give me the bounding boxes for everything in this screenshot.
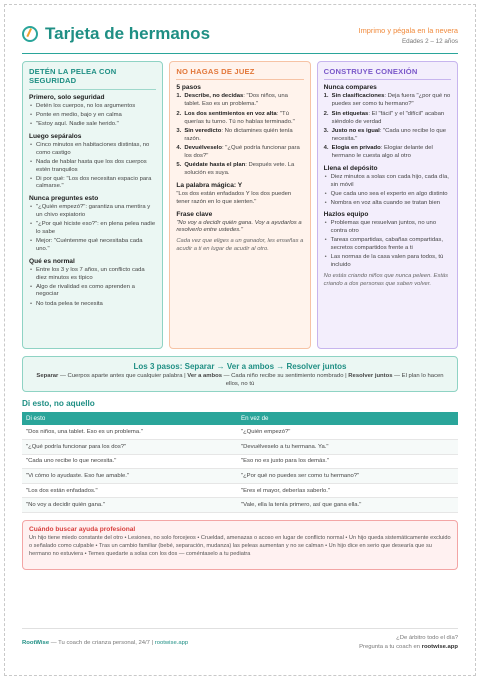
list-item: 2. Sin etiquetas: El "fácil" y el "difícil" acaban siéndolo de verdad bbox=[323, 110, 445, 125]
table-row bbox=[22, 425, 458, 440]
footer bbox=[22, 632, 458, 651]
list-item: • Problemas que resuelvan juntos, no uno contra otro bbox=[324, 220, 451, 236]
column-heading: DETÉN LA PELEA CON SEGURIDAD bbox=[29, 67, 156, 90]
list-item: • "¿Por qué hiciste eso?": en plena pelea nadie lo sabe bbox=[29, 221, 156, 237]
bullet-list bbox=[324, 174, 451, 208]
table-header-row bbox=[22, 412, 458, 425]
column-build-connection bbox=[317, 61, 458, 349]
list-item: 3. Sin veredicto: No dictamines quién tenía razón. bbox=[176, 127, 293, 142]
list-item: • Que cada uno sea el experto en algo distinto bbox=[324, 191, 451, 199]
list-item: • Algo de rivalidad es como aprenden a negociar bbox=[29, 284, 156, 300]
table-row bbox=[22, 469, 458, 484]
section-heading: 5 pasos bbox=[176, 84, 201, 92]
professional-help-box bbox=[22, 520, 458, 570]
list-item: • Ponte en medio, bajo y en calma bbox=[29, 112, 156, 120]
section-heading: Nunca compares bbox=[323, 84, 377, 92]
table-row bbox=[22, 440, 458, 455]
table-cell: "Vale, ella la tenía primero, así que gana ella." bbox=[237, 498, 458, 513]
section-heading: Luego sepáralos bbox=[29, 132, 82, 140]
header-info bbox=[359, 24, 458, 45]
note: No estás criando niños que nunca peleen. Estás criando a dos personas que saben volver. bbox=[323, 272, 449, 287]
table-cell: "Los dos están enfadados." bbox=[22, 483, 237, 498]
footer-link[interactable]: rootwise.app bbox=[154, 640, 189, 646]
list-item: • Nada de hablar hasta que los dos cuerpos estén tranquilos bbox=[29, 159, 156, 175]
column-header: En vez de bbox=[237, 412, 458, 425]
section-heading: Primero, solo seguridad bbox=[29, 93, 105, 101]
list-item: 5. Quédate hasta el plan: Después vete. La solución es suya. bbox=[176, 162, 295, 177]
table-cell: "Devuélveselo a tu hermana. Ya." bbox=[237, 440, 458, 455]
list-item: • Detén los cuerpos, no los argumentos bbox=[29, 103, 156, 111]
list-item: • Diez minutos a solas con cada hijo, cada día, sin móvil bbox=[324, 174, 451, 190]
list-item: 3. Justo no es igual: "Cada uno recibe lo que necesita." bbox=[323, 127, 447, 142]
list-item: 1. Sin clasificaciones: Deja fuera "¿por qué no puedes ser como tu hermano?" bbox=[323, 93, 451, 108]
table-cell: "Cada uno recibe lo que necesita." bbox=[22, 454, 237, 469]
table-cell: "¿Qué podría funcionar para los dos?" bbox=[22, 440, 237, 455]
list-item: • Nombra en voz alta cuando se tratan bien bbox=[324, 200, 451, 208]
list-item: 1. Describe, no decidas: "Dos niños, una tablet. Eso es un problema." bbox=[176, 93, 288, 108]
section-heading: Qué es normal bbox=[29, 257, 75, 265]
key-phrase: "No voy a decidir quién gana. Voy a ayudarlos a resolverlo entre ustedes." bbox=[176, 219, 302, 234]
bullet-list bbox=[29, 267, 156, 309]
header-divider bbox=[22, 53, 458, 54]
column-no-judge bbox=[169, 61, 310, 349]
magic-word-text: "Los dos están enfadados Y los dos pueden tener razón en lo que sienten." bbox=[176, 190, 292, 205]
list-item: • Di por qué: "Los dos necesitan espacio para calmarse." bbox=[29, 176, 156, 192]
warning-title: Cuándo buscar ayuda profesional bbox=[29, 526, 136, 534]
column-heading: NO HAGAS DE JUEZ bbox=[176, 67, 303, 80]
list-item: 4. Elogia en privado: Elogiar delante del hermano le cuesta algo al otro bbox=[323, 145, 433, 159]
table-cell: "¿Quién empezó?" bbox=[237, 425, 458, 440]
note: Cada vez que eliges a un ganador, les enseñas a acudir a ti en lugar de acudir al otro. bbox=[176, 238, 304, 252]
warning-text: Un hijo tiene miedo constante del otro • Lesiones, no solo forcejeos • Crueldad, amenazas o acoso en lugar de conflicto normal • Un hijo queda sistemáticamente excluido o señalado como culpable • Tras un cambio familiar (bebé, separación, mudanza) las peleas aumentan y no se calman • Un hijo dice en serio que desearía que su hermano no estuviera • Temes quedarte a solas con los dos — coméntaselo a tu pediatra bbox=[29, 535, 451, 557]
footer-right bbox=[359, 632, 458, 651]
footer-cta: Pregunta a tu coach en rootwise.app bbox=[359, 643, 458, 650]
steps-description: Separar — Cuerpos aparte antes que cualquier palabra | Ver a ambos — Cada niño recibe su sentimiento nombrado | Resolver juntos — El plan lo hacen ellos, no tú bbox=[36, 373, 444, 387]
column-heading: CONSTRUYE CONEXIÓN bbox=[324, 67, 451, 80]
footer-left: RootWise — Tu coach de crianza personal, 24/7 | rootwise.app bbox=[22, 640, 189, 646]
table-cell: "Vi cómo lo ayudaste. Eso fue amable." bbox=[22, 469, 237, 484]
table-row bbox=[22, 483, 458, 498]
section-heading: Llena el depósito bbox=[323, 164, 378, 172]
footer-brand: RootWise bbox=[22, 640, 50, 646]
bullet-list bbox=[29, 103, 156, 129]
table-row bbox=[22, 454, 458, 469]
list-item: • "¿Quién empezó?": garantiza una mentira y un chivo expiatorio bbox=[29, 204, 156, 220]
bullet-list bbox=[324, 220, 451, 269]
leaf-logo-icon bbox=[22, 26, 38, 42]
header bbox=[22, 0, 458, 45]
columns bbox=[22, 61, 458, 349]
list-item: • Las normas de la casa valen para todos, tú incluido bbox=[324, 254, 451, 270]
steps-title: Los 3 pasos: Separar → Ver a ambos → Resolver juntos bbox=[133, 362, 347, 371]
table-cell: "Eres el mayor, deberías saberlo." bbox=[237, 483, 458, 498]
footer-question: ¿De árbitro todo el día? bbox=[396, 635, 458, 641]
list-item: • Cinco minutos en habitaciones distintas, no como castigo bbox=[29, 142, 156, 158]
say-this-title: Di esto, no aquello bbox=[22, 399, 95, 408]
list-item: • Mejor: "Cuéntenme qué necesitaba cada uno." bbox=[29, 238, 156, 254]
bullet-list bbox=[29, 142, 156, 191]
table-cell: "Eso no es justo para los demás." bbox=[237, 454, 458, 469]
table-cell: "¿Por qué no puedes ser como tu hermano?" bbox=[237, 469, 458, 484]
list-item: • Tareas compartidas, cabañas compartidas, secretos compartidos frente a ti bbox=[324, 237, 451, 253]
list-item: 2. Los dos sentimientos en voz alta: "Tú querías tu turno. Tú no habías terminado." bbox=[176, 110, 295, 125]
table-cell: "Dos niños, una tablet. Eso es un problema." bbox=[22, 425, 237, 440]
list-item: 4. Devuélveselo: "¿Qué podría funcionar para los dos?" bbox=[176, 145, 300, 159]
column-header: Di esto bbox=[22, 412, 237, 425]
list-item: • Entre los 3 y los 7 años, un conflicto cada diez minutos es típico bbox=[29, 267, 156, 283]
section-heading: Nunca preguntes esto bbox=[29, 195, 99, 203]
bullet-list bbox=[29, 204, 156, 253]
numbered-list bbox=[176, 93, 303, 177]
list-item: • "Estoy aquí. Nadie sale herido." bbox=[29, 121, 156, 129]
section-heading: Hazlos equipo bbox=[323, 211, 369, 219]
three-steps-bar bbox=[22, 356, 458, 392]
brand bbox=[22, 24, 210, 44]
column-stop-fight bbox=[22, 61, 163, 349]
section-heading: La palabra mágica: Y bbox=[176, 181, 243, 189]
age-range: Edades 2 – 12 años bbox=[401, 38, 458, 45]
table-row bbox=[22, 498, 458, 513]
footer-divider bbox=[22, 628, 458, 629]
footer-cta-link[interactable]: rootwise.app bbox=[421, 643, 458, 650]
tagline: Imprimo y pégala en la nevera bbox=[358, 26, 458, 35]
section-heading: Frase clave bbox=[176, 210, 213, 218]
table-cell: "No voy a decidir quién gana." bbox=[22, 498, 237, 513]
page-title: Tarjeta de hermanos bbox=[45, 24, 211, 43]
numbered-list bbox=[324, 93, 451, 160]
say-this-table bbox=[22, 412, 458, 513]
list-item: • No toda pelea te necesita bbox=[29, 301, 156, 309]
